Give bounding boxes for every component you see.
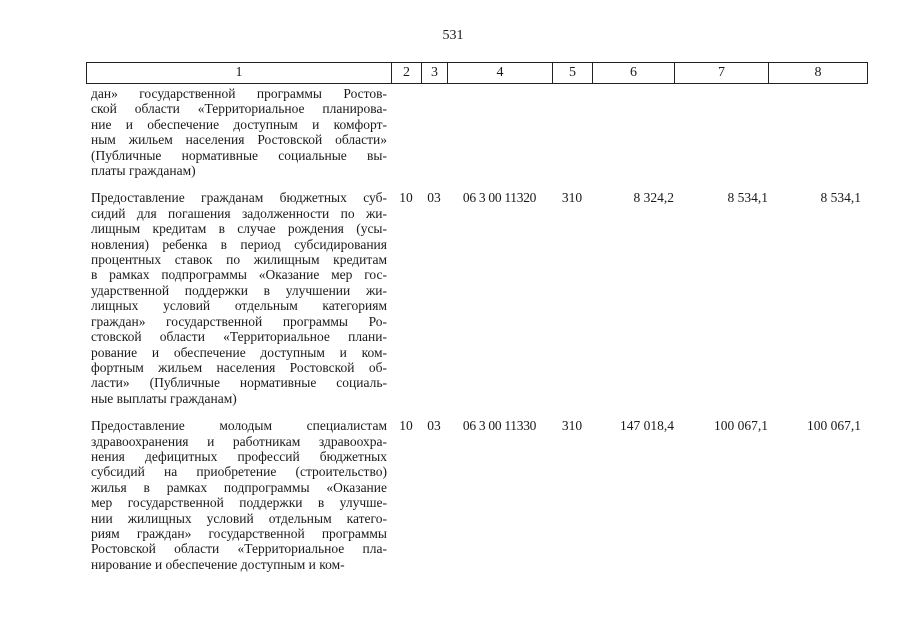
column-header-3: 3 bbox=[422, 63, 448, 84]
target-article-code: 06 3 00 11330 bbox=[462, 418, 537, 434]
amount-year-1: 8 324,2 bbox=[633, 190, 674, 206]
amount-year-2: 8 534,1 bbox=[727, 190, 768, 206]
row-description bbox=[86, 86, 387, 178]
description-line: Предоставление молодым специалистам bbox=[91, 418, 387, 434]
column-header-8: 8 bbox=[769, 63, 868, 84]
amount-year-3: 100 067,1 bbox=[807, 418, 861, 434]
description-line: ской области «Территориальное планирова- bbox=[91, 101, 387, 117]
subsection-code: 03 bbox=[427, 418, 441, 434]
expense-type-code: 310 bbox=[561, 190, 583, 206]
description-line: процентных ставок по жилищным кредитам bbox=[91, 252, 387, 268]
description-line: стовской области «Территориальное плани- bbox=[91, 329, 387, 345]
table-row bbox=[86, 190, 867, 406]
description-line: лищных условий отдельным категориям bbox=[91, 298, 387, 314]
description-line: жилья в рамках подпрограммы «Оказание bbox=[91, 479, 387, 495]
column-header-1: 1 bbox=[87, 63, 392, 84]
column-header-5: 5 bbox=[553, 63, 593, 84]
column-header-7: 7 bbox=[675, 63, 769, 84]
column-header-2: 2 bbox=[392, 63, 422, 84]
description-line: ударственной поддержки в улучшении жи- bbox=[91, 282, 387, 298]
description-line: нирование и обеспечение доступным и ком- bbox=[91, 556, 345, 572]
column-header-4: 4 bbox=[448, 63, 553, 84]
section-code: 10 bbox=[399, 190, 413, 206]
description-line: дан» государственной программы Ростов- bbox=[91, 86, 387, 101]
table-row bbox=[86, 86, 867, 178]
amount-year-1: 147 018,4 bbox=[620, 418, 674, 434]
description-line: ные выплаты гражданам) bbox=[91, 390, 237, 406]
description-line: нии жилищных условий отдельным катего- bbox=[91, 510, 387, 526]
description-line: здравоохранения и работникам здравоохра- bbox=[91, 433, 387, 449]
section-code: 10 bbox=[399, 418, 413, 434]
subsection-code: 03 bbox=[427, 190, 441, 206]
description-line: сидий для погашения задолженности по жи- bbox=[91, 205, 387, 221]
amount-year-3: 8 534,1 bbox=[820, 190, 861, 206]
target-article-code: 06 3 00 11320 bbox=[462, 190, 537, 206]
expense-type-code: 310 bbox=[561, 418, 583, 434]
description-line: в рамках подпрограммы «Оказание мер гос- bbox=[91, 267, 387, 283]
description-line: новления) ребенка в период субсидирования bbox=[91, 236, 387, 252]
table-row bbox=[86, 418, 867, 572]
column-header-6: 6 bbox=[593, 63, 675, 84]
description-line: (Публичные нормативные социальные вы- bbox=[91, 147, 387, 163]
description-line: Предоставление гражданам бюджетных суб- bbox=[91, 190, 387, 206]
amount-year-2: 100 067,1 bbox=[714, 418, 768, 434]
column-header-row bbox=[87, 63, 868, 84]
description-line: нения дефицитных профессий бюджетных bbox=[91, 448, 387, 464]
column-header-table bbox=[86, 62, 868, 84]
description-line: ным жильем населения Ростовской области» bbox=[91, 132, 387, 148]
description-line: граждан» государственной программы Ро- bbox=[91, 313, 387, 329]
description-line: ние и обеспечение доступным и комфорт- bbox=[91, 116, 387, 132]
description-line: риям граждан» государственной программы bbox=[91, 525, 387, 541]
description-line: платы гражданам) bbox=[91, 163, 196, 179]
page-number: 531 bbox=[442, 28, 464, 43]
description-line: Ростовской области «Территориальное пла- bbox=[91, 541, 387, 557]
description-line: рование и обеспечение доступным и ком- bbox=[91, 344, 387, 360]
description-line: мер государственной поддержки в улучше- bbox=[91, 495, 387, 511]
description-line: лищным кредитам в случае рождения (усы- bbox=[91, 221, 387, 237]
table-body bbox=[86, 86, 867, 584]
row-description bbox=[86, 418, 387, 572]
description-line: субсидий на приобретение (строительство) bbox=[91, 464, 387, 480]
row-description bbox=[86, 190, 387, 406]
description-line: ласти» (Публичные нормативные социаль- bbox=[91, 375, 387, 391]
description-line: фортным жильем населения Ростовской об- bbox=[91, 359, 387, 375]
